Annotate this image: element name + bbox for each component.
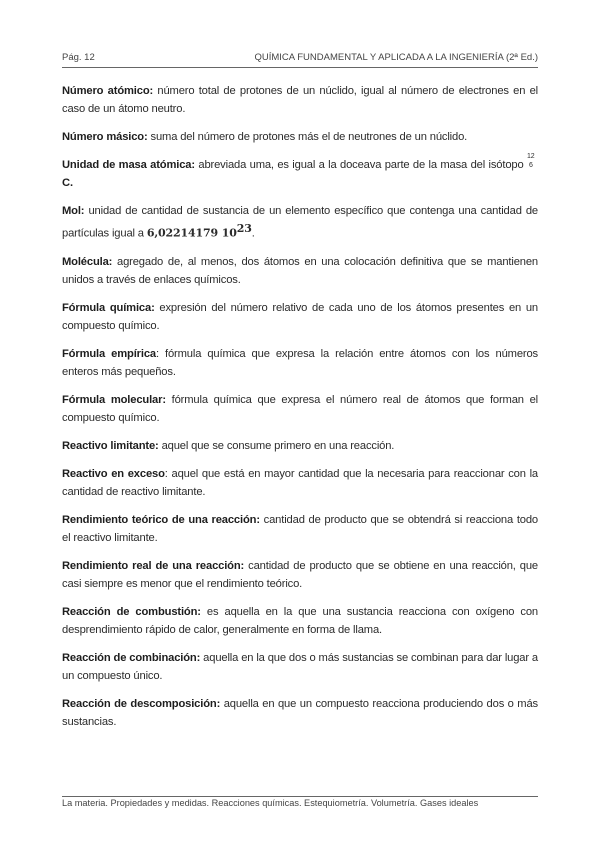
entry-term: Reacción de combustión: [62,605,201,618]
entry-definition: fórmula química que expresa el número real de átomos que forman el compuesto químico. [62,393,539,424]
entry-term: Molécula: [62,255,113,268]
entry-definition: cantidad de producto que se obtendrá si reacciona todo el reactivo limitante. [62,513,538,544]
entry-term: Fórmula molecular: [62,393,166,406]
avogadro-exponent: 23 [236,222,252,235]
entry-definition: agregado de, al menos, dos átomos en una colocación definitiva que se mantienen unidos a través de enlaces químicos. [62,255,538,286]
book-title: QUÍMICA FUNDAMENTAL Y APLICADA A LA INGENIERÍA (2ª Ed.) [254,52,538,63]
mass-number: 12 [527,153,535,160]
entry-formula-quimica [62,299,538,335]
entry-formula-molecular [62,391,538,427]
entry-term: Reacción de combinación: [62,651,201,664]
page-footer: La materia. Propiedades y medidas. Reacciones químicas. Estequiometría. Volumetría. Gases ideales [62,798,479,808]
entry-definition: : aquel que está en mayor cantidad que la necesaria para reaccionar con la cantidad de reactivo limitante. [62,467,538,498]
footer-divider [62,796,538,797]
entry-rendimiento-teorico [62,511,538,547]
entry-definition: aquel que se consume primero en una reacción. [158,439,395,452]
entry-definition: : fórmula química que expresa la relación entre átomos con los números enteros más pequeños. [62,347,538,378]
entry-uma [62,153,538,192]
entry-reactivo-exceso [62,465,538,501]
entry-reaccion-combinacion [62,649,538,685]
entry-end: . [69,177,73,189]
entry-term: Rendimiento real de una reacción: [62,559,245,572]
entry-definition: expresión del número relativo de cada uno de los átomos presentes en un compuesto químico. [62,301,538,332]
entry-numero-atomico [62,82,538,118]
avogadro-number: 6,02214179 10 [146,226,237,240]
entry-term: Mol: [62,205,85,217]
entry-rendimiento-real [62,557,538,593]
entry-definition: cantidad de producto que se obtiene en una reacción, que casi siempre es menor que el rendimiento teórico. [62,559,539,590]
entry-term: Fórmula química: [62,301,155,314]
entry-term: Reacción de descomposición: [62,697,221,710]
entry-term: Reactivo limitante: [62,439,159,452]
entry-term: Reactivo en exceso [62,467,165,480]
entry-term: Número atómico: [62,85,154,97]
page-number: Pág. 12 [62,52,95,63]
entry-reaccion-descomposicion [62,695,538,731]
entry-mol [62,202,538,243]
entry-definition: número total de protones de un núclido, igual al número de electrones en el caso de un átomo neutro. [62,85,538,115]
entry-term: Fórmula empírica [62,347,156,360]
atomic-number: 6 [529,162,533,169]
entry-definition: aquella en que un compuesto reacciona produciendo dos o más sustancias. [62,697,538,728]
entry-term: Número másico: [62,131,148,143]
entry-reaccion-combustion [62,603,538,639]
entry-reactivo-limitante [62,437,538,455]
entry-definition: abreviada uma, es igual a la doceava parte de la masa del isótopo [194,159,527,171]
carbon-12-nuclide [527,153,538,170]
page-header [62,52,538,68]
entry-formula-empirica [62,345,538,381]
glossary [62,82,538,741]
element-symbol: C [62,177,70,189]
header-divider [62,67,538,68]
entry-definition: suma del número de protones más el de neutrones de un núclido. [147,131,468,143]
entry-definition: es aquella en la que una sustancia reacciona con oxígeno con desprendimiento rápido de calor, generalmente en forma de llama. [62,605,538,636]
entry-numero-masico [62,128,538,146]
entry-molecula [62,253,538,289]
entry-definition: unidad de cantidad de sustancia de un elemento específico que contenga una cantidad de partículas igual a [62,205,538,240]
entry-end: . [251,227,255,240]
entry-term: Rendimiento teórico de una reacción: [62,513,260,526]
entry-term: Unidad de masa atómica: [62,159,195,171]
entry-definition: aquella en la que dos o más sustancias se combinan para dar lugar a un compuesto único. [62,651,539,682]
